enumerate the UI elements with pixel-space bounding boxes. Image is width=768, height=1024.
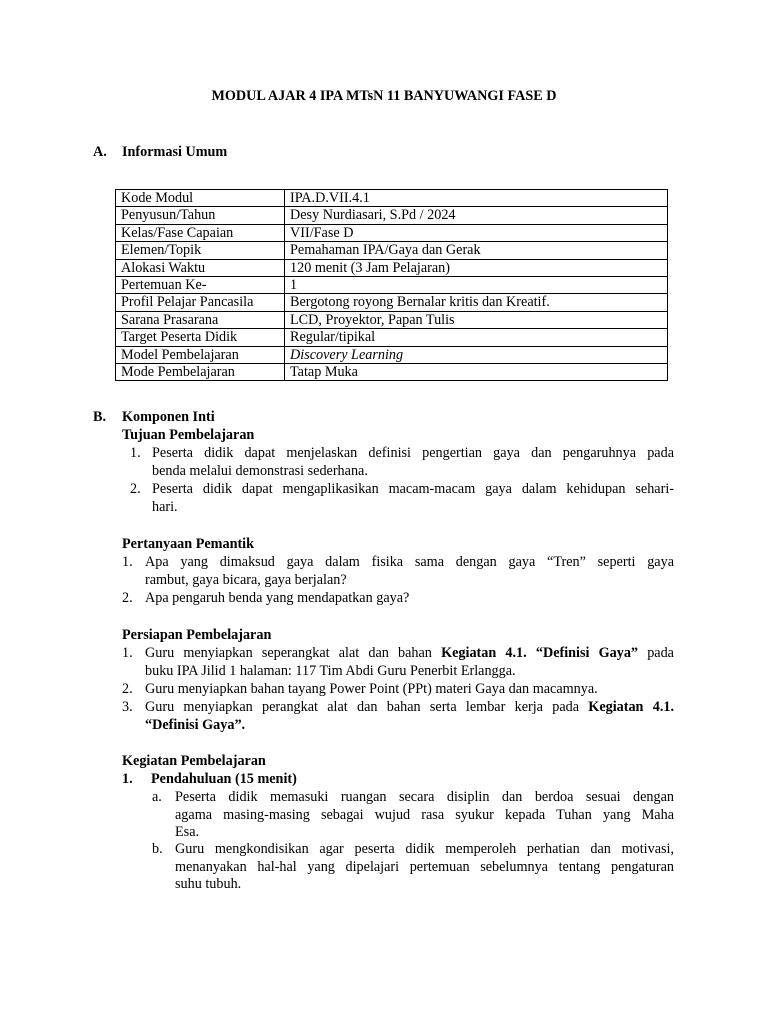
persiapan-num-1: 1. — [122, 645, 133, 661]
info-key: Kode Modul — [116, 190, 285, 207]
pendahuluan-b-line1: Guru mengkondisikan agar peserta didik memperoleh perhatian dan motivasi, — [175, 841, 674, 857]
persiapan-num-2: 2. — [122, 681, 133, 697]
pendahuluan-b-line2: menanyakan hal-hal yang dipelajari pertemuan sebelumnya tentang pengaturan — [175, 859, 674, 875]
info-key: Kelas/Fase Capaian — [116, 224, 285, 241]
pendahuluan-heading: Pendahuluan (15 menit) — [151, 771, 297, 787]
info-value: Desy Nurdiasari, S.Pd / 2024 — [285, 207, 668, 224]
info-key: Sarana Prasarana — [116, 311, 285, 328]
pertanyaan-2-line1: Apa pengaruh benda yang mendapatkan gaya? — [145, 590, 410, 606]
info-value: Pemahaman IPA/Gaya dan Gerak — [285, 242, 668, 259]
section-b-heading: Komponen Inti — [122, 409, 215, 425]
pendahuluan-a-line2: agama masing-masing sebagai wujud rasa syukur kepada Tuhan yang Maha — [175, 807, 674, 823]
tujuan-1-line2: benda melalui demonstrasi sederhana. — [152, 463, 368, 479]
info-value: Discovery Learning — [285, 346, 668, 363]
info-row — [116, 294, 668, 311]
section-a-letter: A. — [93, 144, 107, 160]
persiapan-heading: Persiapan Pembelajaran — [122, 627, 272, 643]
info-key: Penyusun/Tahun — [116, 207, 285, 224]
info-row — [116, 276, 668, 293]
tujuan-2-line2: hari. — [152, 499, 178, 515]
pendahuluan-letter-b: b. — [152, 841, 163, 857]
info-row — [116, 224, 668, 241]
tujuan-num-1: 1. — [130, 445, 141, 461]
pendahuluan-letter-a: a. — [152, 789, 162, 805]
info-key: Target Peserta Didik — [116, 329, 285, 346]
pertanyaan-heading: Pertanyaan Pemantik — [122, 536, 255, 552]
info-value: Bergotong royong Bernalar kritis dan Kreatif. — [285, 294, 668, 311]
info-table — [115, 189, 668, 381]
info-row — [116, 207, 668, 224]
pendahuluan-b-line3: suhu tubuh. — [175, 876, 242, 892]
kegiatan-heading: Kegiatan Pembelajaran — [122, 753, 266, 769]
info-key: Elemen/Topik — [116, 242, 285, 259]
pertanyaan-1-line2: rambut, gaya bicara, gaya berjalan? — [145, 572, 347, 588]
info-row — [116, 346, 668, 363]
info-key: Model Pembelajaran — [116, 346, 285, 363]
info-row — [116, 311, 668, 328]
persiapan-num-3: 3. — [122, 699, 133, 715]
info-key: Alokasi Waktu — [116, 259, 285, 276]
persiapan-1-line2: buku IPA Jilid 1 halaman: 117 Tim Abdi Guru Penerbit Erlangga. — [145, 663, 516, 679]
info-value: VII/Fase D — [285, 224, 668, 241]
info-row — [116, 190, 668, 207]
section-a-heading: Informasi Umum — [122, 144, 228, 160]
info-key: Profil Pelajar Pancasila — [116, 294, 285, 311]
pendahuluan-a-line3: Esa. — [175, 824, 200, 840]
pertanyaan-1-line1: Apa yang dimaksud gaya dalam fisika sama dengan gaya “Tren” seperti gaya — [145, 554, 674, 570]
section-b-letter: B. — [93, 409, 107, 425]
pertanyaan-num-1: 1. — [122, 554, 133, 570]
persiapan-3-line1: Guru menyiapkan perangkat alat dan bahan serta lembar kerja pada Kegiatan 4.1. — [145, 699, 675, 715]
tujuan-1-line1: Peserta didik dapat menjelaskan definisi pengertian gaya dan pengaruhnya pada — [152, 445, 674, 461]
tujuan-heading: Tujuan Pembelajaran — [122, 427, 255, 443]
tujuan-2-line1: Peserta didik dapat mengaplikasikan macam-macam gaya dalam kehidupan sehari- — [152, 481, 674, 497]
info-key: Pertemuan Ke- — [116, 276, 285, 293]
info-value: 1 — [285, 276, 668, 293]
info-row — [116, 242, 668, 259]
info-value: 120 menit (3 Jam Pelajaran) — [285, 259, 668, 276]
info-value: Regular/tipikal — [285, 329, 668, 346]
info-value: Tatap Muka — [285, 363, 668, 380]
persiapan-2-line1: Guru menyiapkan bahan tayang Power Point (PPt) materi Gaya dan macamnya. — [145, 681, 598, 697]
pendahuluan-num: 1. — [122, 771, 133, 787]
pendahuluan-a-line1: Peserta didik memasuki ruangan secara disiplin dan berdoa sesuai dengan — [175, 789, 674, 805]
tujuan-num-2: 2. — [130, 481, 141, 497]
info-key: Mode Pembelajaran — [116, 363, 285, 380]
info-row — [116, 363, 668, 380]
persiapan-3-line2: “Definisi Gaya”. — [145, 717, 246, 733]
info-row — [116, 329, 668, 346]
info-value: IPA.D.VII.4.1 — [285, 190, 668, 207]
pertanyaan-num-2: 2. — [122, 590, 133, 606]
page-title: MODUL AJAR 4 IPA MTsN 11 BANYUWANGI FASE D — [211, 88, 557, 104]
info-row — [116, 259, 668, 276]
info-value: LCD, Proyektor, Papan Tulis — [285, 311, 668, 328]
persiapan-1-line1: Guru menyiapkan seperangkat alat dan bahan Kegiatan 4.1. “Definisi Gaya” pada — [145, 645, 674, 661]
